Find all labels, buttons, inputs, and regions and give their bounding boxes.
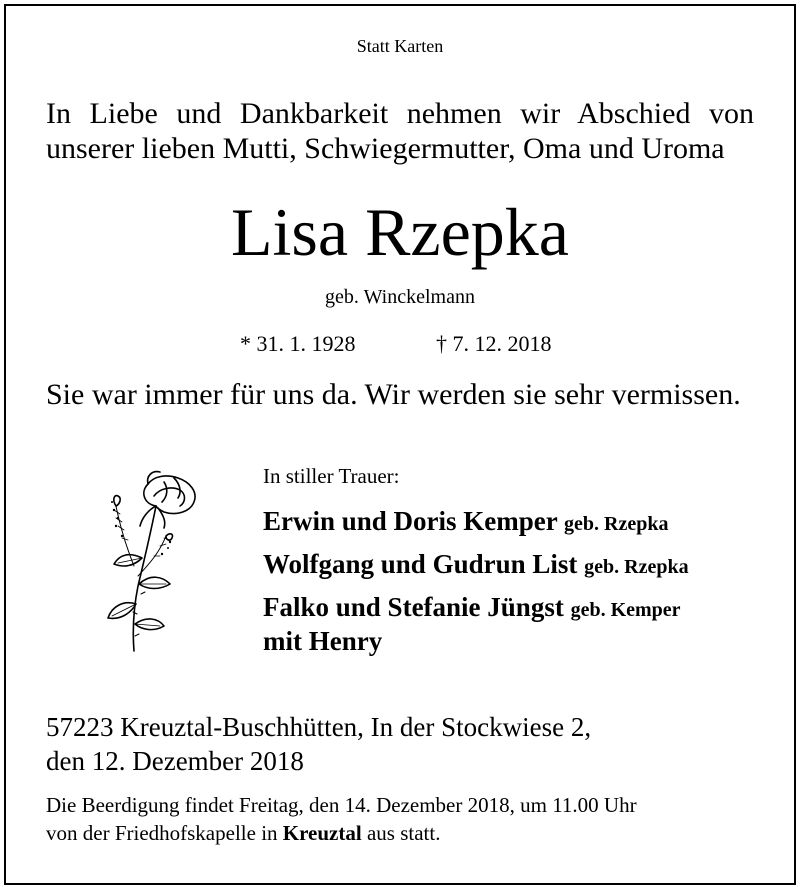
intro-line-1: In Liebe und Dankbarkeit nehmen wir Abschied von (46, 97, 754, 130)
address-line: 57223 Kreuztal-Buschhütten, In der Stockwiese 2, (46, 712, 592, 742)
funeral-text-before: von der Friedhofskapelle in (46, 821, 278, 845)
mourner-birthname: geb. Kemper (570, 599, 681, 621)
mourner-names: Erwin und Doris Kemper (263, 506, 558, 536)
place-date: den 12. Dezember 2018 (46, 746, 304, 776)
death-date: † 7. 12. 2018 (436, 331, 552, 356)
mourners-intro: In stiller Trauer: (263, 464, 400, 488)
mourner-line (263, 549, 689, 580)
deceased-name: Lisa Rzepka (231, 194, 569, 270)
maiden-name: geb. Winckelmann (325, 286, 475, 308)
funeral-location: Kreuztal (282, 821, 362, 845)
funeral-text-after: aus statt. (366, 821, 441, 845)
funeral-info-line-2 (46, 821, 440, 846)
obituary-notice (4, 4, 796, 885)
birth-date: * 31. 1. 1928 (240, 331, 356, 356)
mourner-line (263, 626, 382, 657)
mourner-line (263, 506, 668, 537)
mourner-names: mit Henry (263, 626, 383, 656)
mourner-birthname: geb. Rzepka (584, 556, 689, 578)
header-note: Statt Karten (356, 36, 444, 56)
mourner-birthname: geb. Rzepka (564, 513, 669, 535)
tribute-text: Sie war immer für uns da. Wir werden sie sehr vermissen. (46, 378, 741, 411)
mourner-names: Wolfgang und Gudrun List (263, 549, 578, 579)
funeral-info-line-1: Die Beerdigung findet Freitag, den 14. Dezember 2018, um 11.00 Uhr (46, 793, 637, 817)
mourner-line (263, 592, 681, 623)
mourner-names: Falko und Stefanie Jüngst (263, 592, 564, 622)
intro-line-2: unserer lieben Mutti, Schwiegermutter, Oma und Uroma (46, 132, 725, 165)
rose-drawing-icon (94, 466, 206, 656)
intro-text (46, 96, 754, 166)
